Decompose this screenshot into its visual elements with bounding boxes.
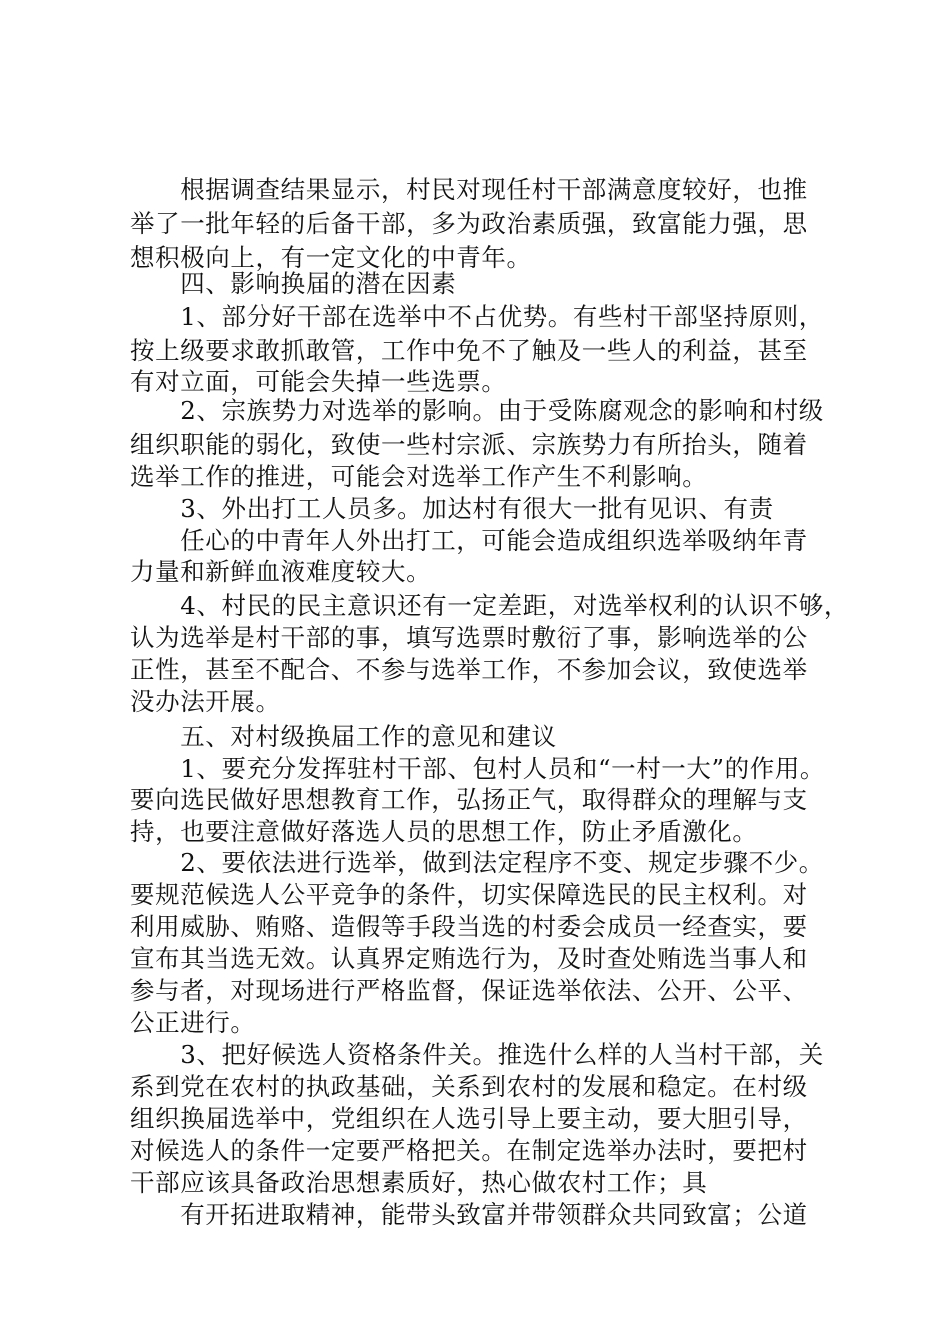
text-line: 选举工作的推进，可能会对选举工作产生不利影响。 — [130, 462, 708, 491]
text-line: 2、宗族势力对选举的影响。由于受陈腐观念的影响和村级 — [130, 396, 824, 425]
text-line: 认为选举是村干部的事，填写选票时敷衍了事，影响选举的公 — [130, 623, 808, 652]
text-line: 4、村民的民主意识还有一定差距，对选举权利的认识不够， — [130, 591, 849, 620]
text-line: 组织换届选举中，党组织在人选引导上要主动，要大胆引导， — [130, 1104, 808, 1133]
text-line: 宣布其当选无效。认真界定贿选行为，及时查处贿选当事人和 — [130, 944, 808, 973]
text-line: 按上级要求敢抓敢管，工作中免不了触及一些人的利益，甚至 — [130, 336, 808, 365]
text-line: 要规范候选人公平竞争的条件，切实保障选民的民主权利。对 — [130, 880, 808, 909]
text-line: 组织职能的弱化，致使一些村宗派、宗族势力有所抬头，随着 — [130, 430, 808, 459]
text-line: 公正进行。 — [130, 1008, 256, 1037]
text-line: 持，也要注意做好落选人员的思想工作，防止矛盾激化。 — [130, 817, 758, 846]
text-line: 根据调查结果显示，村民对现任村干部满意度较好，也推 — [130, 175, 808, 204]
text-line: 参与者，对现场进行严格监督，保证选举依法、公开、公平、 — [130, 976, 808, 1005]
section-heading: 四、影响换届的潜在因素 — [130, 269, 457, 298]
text-line: 系到党在农村的执政基础，关系到农村的发展和稳定。在村级 — [130, 1072, 808, 1101]
text-line: 正性，甚至不配合、不参与选举工作，不参加会议，致使选举 — [130, 655, 808, 684]
text-line: 利用威胁、贿赂、造假等手段当选的村委会成员一经查实，要 — [130, 912, 808, 941]
text-line: 2、要依法进行选举，做到法定程序不变、规定步骤不少。 — [130, 848, 824, 877]
text-line: 想积极向上，有一定文化的中青年。 — [130, 243, 532, 272]
text-line: 没办法开展。 — [130, 687, 281, 716]
text-line: 对候选人的条件一定要严格把关。在制定选举办法时，要把村 — [130, 1136, 808, 1165]
text-line: 1、要充分发挥驻村干部、包村人员和“一村一大”的作用。 — [130, 754, 826, 783]
text-line: 要向选民做好思想教育工作，弘扬正气，取得群众的理解与支 — [130, 785, 808, 814]
text-line: 举了一批年轻的后备干部，多为政治素质强，致富能力强，思 — [130, 209, 808, 238]
text-line: 干部应该具备政治思想素质好，热心做农村工作；具 — [130, 1168, 708, 1197]
text-line: 3、把好候选人资格条件关。推选什么样的人当村干部，关 — [130, 1040, 824, 1069]
section-heading: 五、对村级换届工作的意见和建议 — [130, 722, 557, 751]
text-line: 有开拓进取精神，能带头致富并带领群众共同致富；公道 — [130, 1200, 808, 1229]
text-line: 力量和新鲜血液难度较大。 — [130, 557, 432, 586]
text-line: 3、外出打工人员多。加达村有很大一批有见识、有责 — [130, 494, 774, 523]
text-line: 1、部分好干部在选举中不占优势。有些村干部坚持原则， — [130, 302, 824, 331]
text-line: 有对立面，可能会失掉一些选票。 — [130, 367, 507, 396]
text-line: 任心的中青年人外出打工，可能会造成组织选举吸纳年青 — [130, 526, 808, 555]
